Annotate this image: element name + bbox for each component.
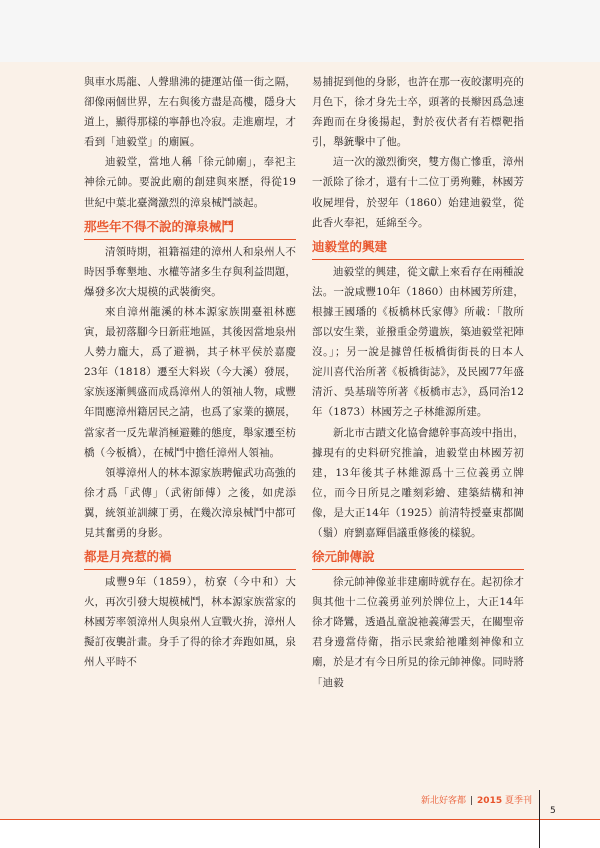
magazine-name: 新北好客都 [420, 796, 466, 806]
body-paragraph: 新北市古蹟文化協會總幹事高竣中指出，據現有的史料研究推論，迪毅堂由林國芳初建，13年後其子林維源爲十三位義勇立牌位，而今日所見之雕刻彩繪、建築結構和神像，是大正14年（1925）前清特授臺東都閫（鬚）府劉嘉輝倡議重修後的樣貌。 [312, 426, 524, 539]
section-heading: 迪毅堂的興建 [312, 235, 524, 260]
top-band [0, 0, 600, 62]
body-paragraph: 清領時期，祖籍福建的漳州人和泉州人不時因爭奪墾地、水權等諸多生存與利益問題，爆發多次大規模的武裝衝突。 [84, 245, 296, 298]
footer-masthead [421, 793, 532, 806]
body-paragraph: 迪毅堂的興建，從文獻上來看存在兩種說法。一說咸豐10年（1860）由林國芳所建，根據王國璠的《板橋林氏家傳》所載：「散所部以安生業，並撥重金勞遺族，築迪毅堂祀陣沒。」；另一說是據曾任板橋街街長的日本人淀川喜代治所著《板橋街誌》，及民國77年盛清沂、吳基瑞等所著《板橋市志》，爲同治12年（1873）林國芳之子林維源所建。 [312, 265, 524, 419]
body-paragraph: 與車水馬龍、人聲鼎沸的捷運站僅一街之隔，卻像兩個世界，左右與後方盡是高樓，隱身大道上，顯得那樣的寧靜也冷寂。走進廟埕，才看到「迪毅堂」的廟匾。 [84, 76, 296, 149]
body-paragraph: 易捕捉到他的身影，也許在那一夜皎潔明亮的月色下，徐才身先士卒，頭著的長辮因爲急速奔跑而在身後揚起，對於夜伏者有若標靶指引，舉銃擊中了他。 [312, 76, 524, 149]
footer-rule [0, 819, 600, 820]
issue-year: 2015 [477, 796, 503, 806]
right-column [312, 72, 524, 693]
page-number: 5 [550, 806, 556, 816]
body-paragraph: 徐元帥神像並非建廟時就存在。起初徐才與其他十二位義勇並列於牌位上，大正14年徐才降鸞，透過乩童說祂義薄雲天，在關聖帝君身邊當侍衛，指示民衆給祂雕刻神像和立廟，於是才有今日所見的徐元帥神像。同時將「迪毅 [312, 576, 524, 689]
body-paragraph: 迪毅堂，當地人稱「徐元帥廟」，奉祀主神徐元帥。要說此廟的創建與來歷，得從19世紀中葉北臺灣激烈的漳泉械鬥談起。 [84, 156, 296, 209]
body-paragraph: 這一次的激烈衝突，雙方傷亡慘重，漳州一派除了徐才，還有十二位丁勇殉難，林國芳收屍埋骨，於翌年（1860）始建迪毅堂，從此香火奉祀，延綿至今。 [312, 156, 524, 229]
section-heading: 都是月亮惹的禍 [84, 545, 296, 570]
body-paragraph: 咸豐9年（1859），枋寮（今中和）大火，再次引發大規模械鬥，林本源家族當家的林國芳率領漳州人與泉州人宣戰火拚，漳州人擬訂夜襲計畫。身手了得的徐才奔跑如風，泉州人平時不 [84, 576, 296, 669]
issue-season: 夏季刊 [504, 796, 532, 806]
footer-separator: | [470, 796, 474, 806]
footer-divider [539, 790, 540, 848]
section-heading: 徐元帥傳說 [312, 545, 524, 570]
section-heading: 那些年不得不說的漳泉械鬥 [84, 215, 296, 240]
left-column [84, 72, 296, 673]
body-paragraph: 來自漳州龍溪的林本源家族開臺祖林應寅，最初落腳今日新莊地區，其後因當地泉州人勢力龐大，爲了避禍，其子林平侯於嘉慶23年（1818）遷至大料崁（今大溪）發展，家族逐漸興盛而成爲漳州人的領袖人物，咸豐年間應漳州籍居民之請，也爲了家業的擴展，當家者一反先輩消極避難的態度，舉家遷至枋橋（今板橋），在械鬥中擔任漳州人領袖。 [84, 305, 296, 459]
body-paragraph: 領導漳州人的林本源家族聘僱武功高強的徐才爲「武傳」（武術師傅）之後，如虎添翼，統領並訓練丁勇，在幾次漳泉械鬥中都可見其奮勇的身影。 [84, 466, 296, 539]
